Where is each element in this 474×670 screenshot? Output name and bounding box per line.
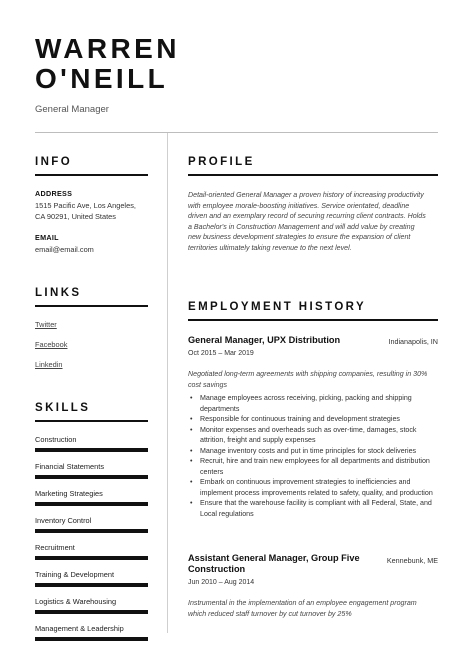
skill-level-bar xyxy=(35,475,148,479)
employment-heading-rule xyxy=(188,319,438,321)
list-item: • Manage inventory costs and put in time principles for stock deliveries xyxy=(188,446,438,457)
list-item: • Monitor expenses and overheads such as over-time, damages, stock attrition, freight and supply expenses xyxy=(188,425,438,446)
skill-level-bar xyxy=(35,448,148,452)
list-item: • Responsible for continuous training and development strategies xyxy=(188,414,438,425)
list-item: • Embark on continuous improvement strategies to inefficiencies and implement process improvements related to safety, quality, and production xyxy=(188,477,438,498)
job-location: Indianapolis, IN xyxy=(388,337,438,346)
header-divider xyxy=(35,132,438,133)
skill-level-bar xyxy=(35,610,148,614)
address-line-1: 1515 Pacific Ave, Los Angeles, xyxy=(35,201,136,210)
column-divider xyxy=(167,133,168,633)
skill-name: Training & Development xyxy=(35,570,115,579)
link-linkedin[interactable]: Linkedin xyxy=(35,360,63,369)
profile-summary: Detail-oriented General Manager a proven history of increasing productivity with employee morale-boosting initiatives. Service orientated, deadline driven and an exemplary record of securing recurring client contracts. Holds a Bachelor's in Construction Management and will add value by creating new business development strategies to ensure the expansion of client territories ultimately taking revenue to the next level. xyxy=(188,191,426,252)
profile-heading-rule xyxy=(188,174,438,176)
email-label: EMAIL xyxy=(35,233,59,242)
info-heading: INFO xyxy=(35,156,73,168)
skills-heading-rule xyxy=(35,420,148,422)
info-heading-rule xyxy=(35,174,148,176)
address-label: ADDRESS xyxy=(35,189,73,198)
skill-name: Inventory Control xyxy=(35,516,92,525)
link-twitter[interactable]: Twitter xyxy=(35,320,57,329)
email-value: email@email.com xyxy=(35,245,94,254)
address-line-2: CA 90291, United States xyxy=(35,211,116,221)
link-facebook[interactable]: Facebook xyxy=(35,340,68,349)
skill-level-bar xyxy=(35,637,148,641)
skill-name: Management & Leadership xyxy=(35,624,124,633)
links-heading-rule xyxy=(35,305,148,307)
skill-level-bar xyxy=(35,556,148,560)
job-title: General Manager, UPX Distribution xyxy=(188,335,341,345)
skill-name: Recruitment xyxy=(35,543,75,552)
profile-heading: PROFILE xyxy=(188,156,255,168)
job-dates: Jun 2010 – Aug 2014 xyxy=(188,579,255,586)
skill-name: Logistics & Warehousing xyxy=(35,597,117,606)
name-line-1: WARREN xyxy=(35,33,180,64)
skill-name: Financial Statements xyxy=(35,462,105,471)
links-heading: LINKS xyxy=(35,287,82,299)
job-achievement: Negotiated long-term agreements with shipping companies, resulting in 30% cost savings xyxy=(188,370,428,389)
job-dates: Oct 2015 – Mar 2019 xyxy=(188,350,254,357)
skill-name: Construction xyxy=(35,435,77,444)
job-subtitle: General Manager xyxy=(35,104,109,115)
skill-level-bar xyxy=(35,502,148,506)
job-title-line-1: Assistant General Manager, Group Five xyxy=(188,553,360,563)
job-location: Kennebunk, ME xyxy=(386,556,438,565)
skill-name: Marketing Strategies xyxy=(35,489,103,498)
skill-level-bar xyxy=(35,583,148,587)
list-item: • Ensure that the warehouse facility is compliant with all Federal, State, and Local regulations xyxy=(188,498,438,519)
skills-heading: SKILLS xyxy=(35,402,91,414)
skill-level-bar xyxy=(35,529,148,533)
list-item: • Recruit, hire and train new employees for all departments and distribution centers xyxy=(188,456,438,477)
employment-heading: EMPLOYMENT HISTORY xyxy=(188,301,367,313)
list-item: • Manage employees across receiving, picking, packing and shipping departments xyxy=(188,393,438,414)
name-line-2: O'NEILL xyxy=(35,63,169,94)
candidate-name xyxy=(35,34,180,94)
job-title xyxy=(188,553,360,575)
job-title-line-2: Construction xyxy=(188,564,246,574)
address-value xyxy=(35,201,136,222)
job-duties-list xyxy=(188,393,438,519)
job-achievement: Instrumental in the implementation of an employee engagement program which reduced staff turnover by cut turnover by 25% xyxy=(188,599,417,618)
